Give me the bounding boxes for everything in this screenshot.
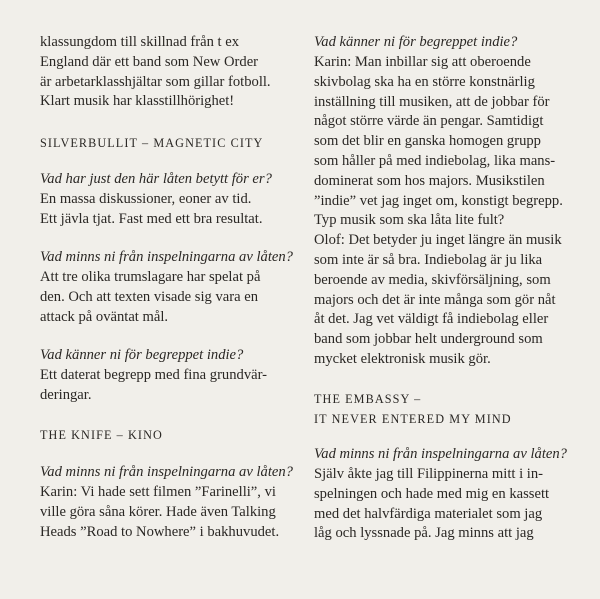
text-line: Heads ”Road to Nowhere” i bakhuvudet. <box>40 523 280 540</box>
section-heading <box>40 134 310 154</box>
paragraph <box>40 190 310 230</box>
text-line: Typ musik som ska låta lite fult? <box>314 212 505 229</box>
paragraph <box>314 465 586 544</box>
section-heading <box>314 390 586 430</box>
text-line: Själv åkte jag till Filippinerna mitt i in- <box>314 466 544 482</box>
text-line: Ett daterat begrepp med fina grundvär- <box>40 367 268 383</box>
text-line: som håller på med indiebolag, lika mans- <box>314 152 556 169</box>
paragraph <box>40 33 310 112</box>
text-line: England där ett band som New Order <box>40 53 259 70</box>
text-line: Ett jävla tjat. Fast med ett bra resultat. <box>40 210 263 227</box>
text-line: Vad minns ni från inspelningarna av låten? <box>314 446 567 462</box>
text-line: spelningen och hade med mig en kassett <box>314 485 550 502</box>
interview-question <box>40 463 310 483</box>
text-line: som inte är så bra. Indiebolag är ju lika <box>314 251 543 268</box>
interview-question <box>314 445 586 465</box>
text-line: THE EMBASSY – <box>314 392 422 406</box>
text-line: skivbolag ska ha en större konstnärlig <box>314 73 535 90</box>
text-line: attack på oväntat mål. <box>40 308 169 325</box>
section-heading <box>40 426 310 446</box>
text-line: den. Och att texten visade sig vara en <box>40 288 259 305</box>
text-line: Vad har just den här låten betytt för er? <box>40 171 272 187</box>
text-line: åt det. Jag vet väldigt få indiebolag eller <box>314 311 549 328</box>
text-line: Vad känner ni för begreppet indie? <box>314 34 518 50</box>
text-line: majors och det är inte många som gör nåt <box>314 291 556 308</box>
text-line: Karin: Man inbillar sig att oberoende <box>314 54 531 70</box>
text-line: klassungdom till skillnad från t ex <box>40 34 240 50</box>
text-line: beroende av media, skivförsäljning, som <box>314 271 551 288</box>
text-line: SILVERBULLIT – MAGNETIC CITY <box>40 136 264 150</box>
text-line: ”indie” vet jag inget om, konstigt begrepp. <box>314 192 563 209</box>
interview-question <box>40 170 310 190</box>
text-line: Vad minns ni från inspelningarna av låten? <box>40 464 293 480</box>
text-line: låg och lyssnade på. Jag minns att jag <box>314 525 534 542</box>
interview-question <box>40 248 310 268</box>
text-line: Olof: Det betyder ju inget längre än musik <box>314 232 562 249</box>
text-line: En massa diskussioner, eoner av tid. <box>40 191 252 207</box>
paragraph <box>40 483 310 542</box>
paragraph <box>40 268 310 327</box>
text-line: deringar. <box>40 386 92 403</box>
text-line: Karin: Vi hade sett filmen ”Farinelli”, vi <box>40 484 276 500</box>
text-line: Vad känner ni för begreppet indie? <box>40 347 244 363</box>
text-line: band som jobbar helt underground som <box>314 331 543 348</box>
paragraph <box>314 53 586 370</box>
paragraph <box>40 366 310 406</box>
text-line: Klart musik har klasstillhörighet! <box>40 93 235 110</box>
text-line: inställning till musiken, att de jobbar för <box>314 93 550 110</box>
interview-question <box>314 33 586 53</box>
text-line: dominerat som hos majors. Musikstilen <box>314 172 545 189</box>
text-line: Att tre olika trumslagare har spelat på <box>40 269 261 285</box>
text-line: IT NEVER ENTERED MY MIND <box>314 411 512 426</box>
text-line: något större värde än pengar. Samtidigt <box>314 113 544 130</box>
text-line: är arbetarklasshjältar som gillar fotboll. <box>40 73 271 90</box>
text-line: med det halvfärdiga materialet som jag <box>314 505 543 522</box>
interview-question <box>40 346 310 366</box>
text-line: THE KNIFE – KINO <box>40 428 163 442</box>
text-line: ville göra såna körer. Hade även Talking <box>40 503 276 520</box>
text-line: mycket elektronisk musik gör. <box>314 350 491 367</box>
text-line: som det blir en ganska homogen grupp <box>314 133 541 150</box>
text-line: Vad minns ni från inspelningarna av låten? <box>40 249 293 265</box>
